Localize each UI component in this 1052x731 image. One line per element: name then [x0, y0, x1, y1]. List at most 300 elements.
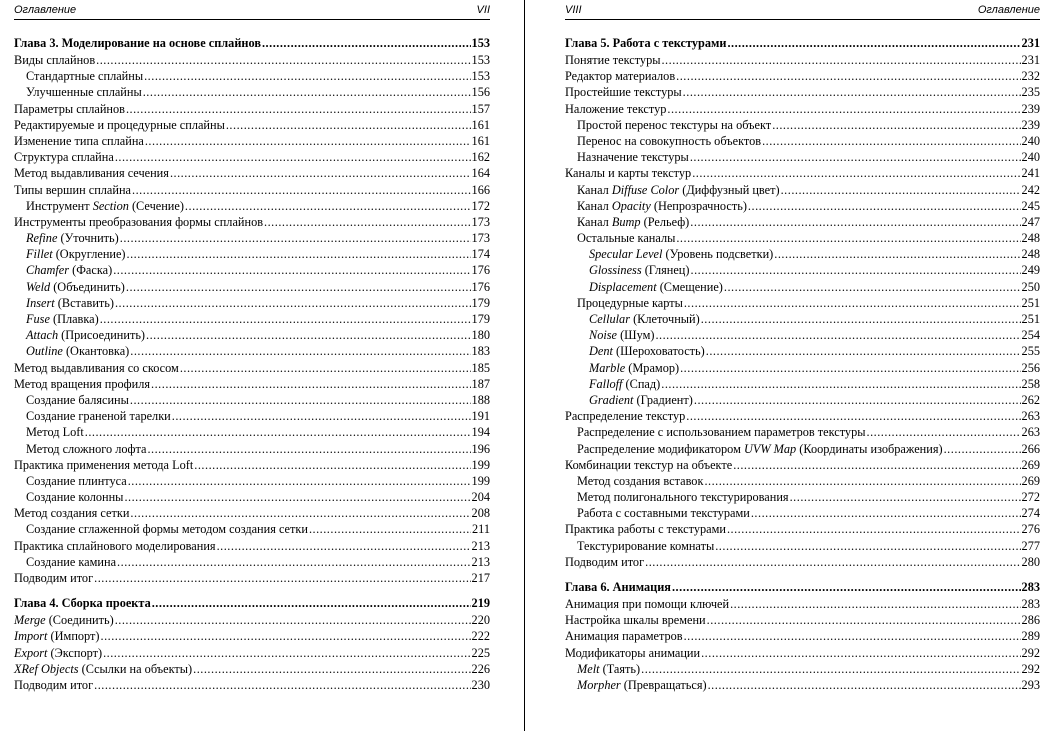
toc-page-number: 269: [1021, 457, 1040, 472]
toc-entry[interactable]: [565, 246, 1040, 262]
toc-entry[interactable]: [14, 165, 490, 181]
toc-entry-title: Изменение типа сплайна: [14, 133, 144, 148]
toc-entry[interactable]: [14, 376, 490, 392]
toc-page-number: 166: [471, 182, 490, 197]
toc-entry-title: Refine (Уточнить): [26, 231, 119, 246]
dot-leader: [120, 230, 471, 246]
toc-entry-title: Displacement (Смещение): [589, 279, 723, 294]
toc-entry-title: Метод Loft: [26, 425, 84, 440]
toc-page-number: 240: [1021, 150, 1040, 165]
left-page: [0, 0, 524, 731]
toc-page-number: 240: [1021, 133, 1040, 148]
toc-entry-title: Fillet (Округление): [26, 247, 126, 262]
toc-entry-title: Глава 4. Сборка проекта: [14, 596, 151, 611]
toc-page-number: 251: [1021, 312, 1040, 326]
dot-leader: [692, 165, 1020, 181]
toc-entry[interactable]: [14, 198, 490, 214]
toc-entry[interactable]: [14, 554, 490, 570]
toc-entry-title: Fuse (Плавка): [26, 312, 99, 326]
toc-page-number: 256: [1021, 360, 1040, 375]
toc-page-number: 172: [471, 198, 490, 213]
toc-chapter-entry[interactable]: [565, 578, 1040, 596]
toc-entry-title: Dent (Шероховатость): [589, 344, 705, 359]
dot-leader: [781, 182, 1021, 198]
toc-page-number: 255: [1021, 344, 1040, 359]
dot-leader: [867, 424, 1021, 440]
dot-leader: [690, 149, 1021, 165]
dot-leader: [690, 214, 1020, 230]
toc-entry[interactable]: [14, 84, 490, 100]
toc-page-number: 225: [471, 645, 490, 660]
toc-page-number: 242: [1021, 182, 1040, 197]
dot-leader: [727, 34, 1020, 52]
toc-page-number: 176: [471, 279, 490, 294]
dot-leader: [707, 612, 1021, 628]
dot-leader: [655, 327, 1020, 343]
toc-page-number: 213: [471, 554, 490, 569]
toc-entry[interactable]: [14, 612, 490, 628]
toc-page-number: 247: [1021, 214, 1040, 229]
toc-entry[interactable]: [565, 661, 1040, 677]
toc-page-number: 199: [471, 473, 490, 488]
toc-list: [565, 34, 1040, 693]
toc-entry[interactable]: [565, 645, 1040, 661]
toc-entry[interactable]: [14, 246, 490, 262]
toc-entry-title: Метод сложного лофта: [26, 441, 147, 456]
toc-entry[interactable]: [565, 262, 1040, 278]
dot-leader: [790, 489, 1021, 505]
dot-leader: [661, 52, 1020, 68]
toc-page-number: 248: [1021, 247, 1040, 262]
toc-page-number: 153: [471, 36, 490, 50]
toc-page-number: 283: [1021, 580, 1040, 594]
toc-entry-title: Метод выдавливания со скосом: [14, 360, 179, 375]
toc-page-number: 211: [472, 522, 490, 537]
toc-entry-title: Insert (Вставить): [26, 295, 114, 310]
toc-page-number: 157: [471, 101, 490, 116]
toc-page-number: 289: [1021, 629, 1040, 644]
toc-entry[interactable]: [14, 424, 490, 440]
dot-leader: [128, 473, 471, 489]
dot-leader: [124, 489, 470, 505]
dot-leader: [96, 52, 470, 68]
toc-page-number: 174: [471, 247, 490, 262]
dot-leader: [132, 182, 471, 198]
toc-entry-title: Weld (Объединить): [26, 279, 125, 294]
toc-entry[interactable]: [565, 133, 1040, 149]
toc-entry[interactable]: [565, 392, 1040, 408]
dot-leader: [262, 34, 471, 52]
toc-entry-title: Редактор материалов: [565, 69, 676, 84]
toc-entry[interactable]: [14, 457, 490, 473]
dot-leader: [715, 538, 1020, 554]
page-divider: [524, 0, 525, 731]
toc-page-number: 222: [471, 629, 490, 644]
toc-page-number: 173: [471, 231, 490, 246]
toc-entry[interactable]: [565, 149, 1040, 165]
toc-entry[interactable]: [14, 149, 490, 165]
toc-entry[interactable]: [565, 457, 1040, 473]
toc-entry-title: Распределение текстур: [565, 409, 686, 424]
toc-entry-title: Назначение текстуры: [577, 150, 689, 165]
toc-entry-title: Процедурные карты: [577, 295, 683, 310]
toc-entry[interactable]: [14, 343, 490, 359]
toc-entry-title: Создание граненой тарелки: [26, 409, 171, 424]
toc-entry[interactable]: [565, 311, 1040, 327]
dot-leader: [772, 117, 1020, 133]
toc-entry[interactable]: [565, 230, 1040, 246]
toc-page-number: 292: [1021, 661, 1040, 676]
toc-entry[interactable]: [14, 327, 490, 343]
toc-entry-title: Chamfer (Фаска): [26, 263, 113, 278]
toc-page-number: 286: [1021, 613, 1040, 628]
toc-page-number: 161: [471, 133, 490, 148]
toc-page-number: 239: [1021, 101, 1040, 116]
toc-page-number: 254: [1021, 328, 1040, 343]
dot-leader: [748, 198, 1021, 214]
toc-entry-title: Falloff (Спад): [589, 376, 661, 391]
toc-page-number: 219: [471, 596, 490, 611]
toc-entry-title: Export (Экспорт): [14, 645, 103, 660]
toc-entry-title: Создание колонны: [26, 490, 124, 505]
dot-leader: [145, 133, 471, 149]
toc-entry[interactable]: [565, 408, 1040, 424]
toc-entry[interactable]: [565, 677, 1040, 693]
dot-leader: [694, 392, 1021, 408]
toc-entry[interactable]: [14, 230, 490, 246]
toc-entry[interactable]: [565, 295, 1040, 311]
dot-leader: [101, 628, 471, 644]
toc-entry[interactable]: [14, 68, 490, 84]
toc-entry[interactable]: [565, 360, 1040, 376]
dot-leader: [667, 101, 1020, 117]
toc-entry[interactable]: [14, 360, 490, 376]
toc-entry-title: Распределение модификатором UVW Map (Координаты изображения): [577, 441, 943, 456]
toc-entry-title: Инструмент Section (Сечение): [26, 198, 184, 213]
toc-entry[interactable]: [565, 101, 1040, 117]
toc-entry[interactable]: [14, 117, 490, 133]
toc-entry-title: Глава 5. Работа с текстурами: [565, 36, 727, 50]
toc-entry-title: Каналы и карты текстур: [565, 166, 692, 181]
dot-leader: [193, 661, 470, 677]
dot-leader: [130, 343, 470, 359]
dot-leader: [217, 538, 471, 554]
toc-entry[interactable]: [565, 52, 1040, 68]
toc-chapter-entry[interactable]: [14, 34, 490, 52]
toc-entry-title: Простой перенос текстуры на объект: [577, 117, 772, 132]
toc-entry[interactable]: [14, 645, 490, 661]
toc-page-number: 232: [1021, 69, 1040, 84]
dot-leader: [115, 295, 471, 311]
dot-leader: [733, 457, 1020, 473]
dot-leader: [683, 84, 1021, 100]
toc-page-number: 217: [471, 571, 490, 585]
toc-page-number: 262: [1021, 392, 1040, 407]
toc-entry-title: Перенос на совокупность объектов: [577, 133, 762, 148]
toc-entry-title: Метод создания сетки: [14, 506, 130, 521]
dot-leader: [691, 262, 1021, 278]
dot-leader: [309, 521, 471, 537]
toc-chapter-entry[interactable]: [565, 34, 1040, 52]
toc-page-number: 235: [1021, 85, 1040, 100]
toc-entry[interactable]: [565, 198, 1040, 214]
toc-chapter-entry[interactable]: [14, 594, 490, 612]
toc-page-number: 250: [1021, 279, 1040, 294]
toc-entry-title: Создание балясины: [26, 392, 129, 407]
dot-leader: [130, 505, 470, 521]
toc-page-number: 239: [1021, 117, 1040, 132]
toc-entry-title: Распределение с использованием параметров текстуры: [577, 425, 866, 440]
toc-entry[interactable]: [14, 52, 490, 68]
toc-entry[interactable]: [14, 677, 490, 693]
dot-leader: [144, 68, 470, 84]
toc-entry-title: Glossiness (Глянец): [589, 263, 690, 278]
toc-entry-title: Gradient (Градиент): [589, 392, 693, 407]
dot-leader: [684, 295, 1021, 311]
toc-page-number: 277: [1021, 538, 1040, 553]
toc-entry-title: Specular Level (Уровень подсветки): [589, 247, 774, 262]
toc-page-number: 153: [471, 53, 490, 67]
toc-entry-title: Глава 6. Анимация: [565, 580, 671, 594]
toc-entry[interactable]: [14, 570, 490, 586]
toc-entry[interactable]: [565, 628, 1040, 644]
toc-entry[interactable]: [14, 628, 490, 644]
dot-leader: [774, 246, 1020, 262]
toc-entry[interactable]: [565, 117, 1040, 133]
toc-entry[interactable]: [565, 68, 1040, 84]
dot-leader: [172, 408, 471, 424]
dot-leader: [103, 645, 470, 661]
toc-entry[interactable]: [565, 441, 1040, 457]
toc-entry[interactable]: [14, 473, 490, 489]
toc-entry-title: XRef Objects (Ссылки на объекты): [14, 661, 193, 676]
toc-entry[interactable]: [565, 343, 1040, 359]
toc-entry[interactable]: [14, 441, 490, 457]
toc-entry-title: Создание сглаженной формы методом создания сетки: [26, 522, 308, 537]
toc-entry[interactable]: [565, 473, 1040, 489]
toc-entry-title: Outline (Окантовка): [26, 344, 130, 359]
dot-leader: [680, 360, 1020, 376]
toc-entry[interactable]: [14, 538, 490, 554]
toc-entry[interactable]: [14, 311, 490, 327]
toc-page-number: 226: [471, 661, 490, 676]
dot-leader: [130, 392, 471, 408]
toc-entry[interactable]: [14, 295, 490, 311]
dot-leader: [94, 677, 470, 693]
toc-page-number: 258: [1021, 376, 1040, 391]
toc-page-number: 266: [1021, 441, 1040, 456]
dot-leader: [676, 68, 1020, 84]
toc-entry-title: Понятие текстуры: [565, 53, 661, 67]
toc-entry[interactable]: [565, 521, 1040, 537]
toc-entry-title: Простейшие текстуры: [565, 85, 682, 100]
toc-page-number: 196: [471, 441, 490, 456]
toc-entry-title: Morpher (Превращаться): [577, 677, 707, 692]
toc-page-number: 245: [1021, 198, 1040, 213]
toc-entry-title: Практика сплайнового моделирования: [14, 538, 216, 553]
toc-page-number: 185: [471, 360, 490, 375]
toc-page-number: 213: [471, 538, 490, 553]
toc-page-number: 293: [1021, 677, 1040, 692]
toc-entry-title: Подводим итог: [14, 677, 94, 692]
toc-entry-title: Текстурирование комнаты: [577, 538, 715, 553]
toc-entry[interactable]: [14, 214, 490, 230]
toc-list: [14, 34, 490, 693]
page-number-roman: VII: [476, 4, 490, 16]
toc-page-number: 280: [1021, 554, 1040, 569]
toc-entry[interactable]: [14, 279, 490, 295]
dot-leader: [701, 645, 1020, 661]
toc-entry-title: Глава 3. Моделирование на основе сплайнов: [14, 36, 261, 50]
toc-entry-title: Подводим итог: [565, 554, 645, 569]
toc-entry-title: Метод вращения профиля: [14, 376, 151, 391]
dot-leader: [170, 165, 471, 181]
toc-entry[interactable]: [565, 182, 1040, 198]
toc-page-number: 204: [471, 490, 490, 505]
toc-entry[interactable]: [565, 424, 1040, 440]
toc-entry[interactable]: [14, 101, 490, 117]
toc-entry-title: Модификаторы анимации: [565, 645, 701, 660]
dot-leader: [701, 311, 1021, 327]
toc-entry[interactable]: [565, 214, 1040, 230]
toc-entry-title: Подводим итог: [14, 571, 94, 585]
toc-page-number: 191: [471, 409, 490, 424]
toc-entry-title: Редактируемые и процедурные сплайны: [14, 117, 225, 132]
toc-entry[interactable]: [565, 596, 1040, 612]
dot-leader: [180, 360, 471, 376]
toc-entry-title: Практика работы с текстурами: [565, 522, 726, 537]
dot-leader: [676, 230, 1020, 246]
toc-entry[interactable]: [565, 165, 1040, 181]
toc-entry-title: Виды сплайнов: [14, 53, 96, 67]
toc-page-number: 179: [471, 295, 490, 310]
dot-leader: [147, 441, 470, 457]
toc-entry-title: Канал Diffuse Color (Диффузный цвет): [577, 182, 780, 197]
dot-leader: [113, 262, 470, 278]
toc-entry-title: Остальные каналы: [577, 231, 676, 246]
dot-leader: [641, 661, 1020, 677]
toc-page-number: 251: [1021, 295, 1040, 310]
toc-entry[interactable]: [14, 182, 490, 198]
dot-leader: [151, 376, 471, 392]
toc-page-number: 220: [471, 613, 490, 628]
toc-page-number: 162: [471, 150, 490, 165]
dot-leader: [146, 327, 471, 343]
toc-entry-title: Создание камина: [26, 554, 117, 569]
toc-entry[interactable]: [565, 376, 1040, 392]
toc-entry[interactable]: [565, 489, 1040, 505]
toc-entry-title: Merge (Соединить): [14, 613, 114, 628]
toc-entry[interactable]: [14, 408, 490, 424]
toc-entry[interactable]: [14, 505, 490, 521]
toc-page-number: 208: [471, 506, 490, 521]
toc-page-number: 272: [1021, 490, 1040, 505]
toc-page-number: 153: [471, 69, 490, 84]
toc-page-number: 161: [471, 117, 490, 132]
dot-leader: [706, 343, 1021, 359]
toc-entry-title: Улучшенные сплайны: [26, 85, 142, 100]
toc-entry[interactable]: [565, 554, 1040, 570]
toc-entry-title: Параметры сплайнов: [14, 101, 125, 116]
right-page: [528, 0, 1052, 731]
dot-leader: [762, 133, 1020, 149]
dot-leader: [194, 457, 470, 473]
toc-page-number: 187: [471, 376, 490, 391]
toc-entry-title: Marble (Мрамор): [589, 360, 680, 375]
toc-entry-title: Структура сплайна: [14, 150, 114, 165]
toc-page-number: 173: [471, 214, 490, 229]
toc-entry[interactable]: [565, 327, 1040, 343]
toc-entry-title: Стандартные сплайны: [26, 69, 144, 84]
toc-entry-title: Комбинации текстур на объекте: [565, 457, 733, 472]
toc-page-number: 249: [1021, 263, 1040, 278]
dot-leader: [115, 149, 471, 165]
dot-leader: [684, 628, 1021, 644]
dot-leader: [152, 594, 471, 612]
dot-leader: [126, 279, 471, 295]
toc-entry[interactable]: [565, 505, 1040, 521]
toc-entry-title: Метод полигонального текстурирования: [577, 490, 789, 505]
toc-page-number: 274: [1021, 506, 1040, 521]
toc-page-number: 241: [1021, 166, 1040, 181]
toc-entry-title: Import (Импорт): [14, 629, 100, 644]
dot-leader: [708, 677, 1021, 693]
toc-entry-title: Канал Opacity (Непрозрачность): [577, 198, 747, 213]
toc-entry-title: Метод создания вставок: [577, 473, 704, 488]
toc-page-number: 164: [471, 166, 490, 181]
toc-entry-title: Практика применения метода Loft: [14, 457, 194, 472]
toc-page-number: 230: [471, 677, 490, 692]
toc-entry[interactable]: [565, 612, 1040, 628]
toc-entry[interactable]: [14, 133, 490, 149]
toc-page-number: 188: [471, 392, 490, 407]
dot-leader: [724, 279, 1021, 295]
page-number-roman: VIII: [565, 4, 582, 16]
dot-leader: [686, 408, 1020, 424]
toc-entry[interactable]: [14, 521, 490, 537]
toc-entry-title: Noise (Шум): [589, 328, 655, 343]
dot-leader: [143, 84, 471, 100]
toc-entry[interactable]: [565, 279, 1040, 295]
toc-page-number: 231: [1021, 53, 1040, 67]
toc-page-number: 156: [471, 85, 490, 100]
dot-leader: [645, 554, 1020, 570]
toc-entry[interactable]: [565, 538, 1040, 554]
running-header-right: Оглавление: [977, 4, 1040, 16]
dot-leader: [730, 596, 1020, 612]
dot-leader: [185, 198, 471, 214]
toc-entry-title: Метод выдавливания сечения: [14, 166, 169, 181]
toc-entry-title: Инструменты преобразования формы сплайнов: [14, 214, 264, 229]
toc-page-number: 176: [471, 263, 490, 278]
dot-leader: [117, 554, 471, 570]
dot-leader: [661, 376, 1020, 392]
toc-entry-title: Типы вершин сплайна: [14, 182, 132, 197]
toc-entry-title: Melt (Таять): [577, 661, 641, 676]
toc-page-number: 194: [471, 425, 490, 440]
toc-entry[interactable]: [14, 489, 490, 505]
toc-entry[interactable]: [565, 84, 1040, 100]
toc-entry[interactable]: [14, 661, 490, 677]
dot-leader: [672, 578, 1021, 596]
toc-entry-title: Анимация параметров: [565, 629, 683, 644]
toc-entry[interactable]: [14, 262, 490, 278]
toc-entry[interactable]: [14, 392, 490, 408]
header-rule: [14, 19, 490, 20]
toc-page-number: 263: [1021, 409, 1040, 424]
dot-leader: [126, 101, 471, 117]
dot-leader: [85, 424, 471, 440]
